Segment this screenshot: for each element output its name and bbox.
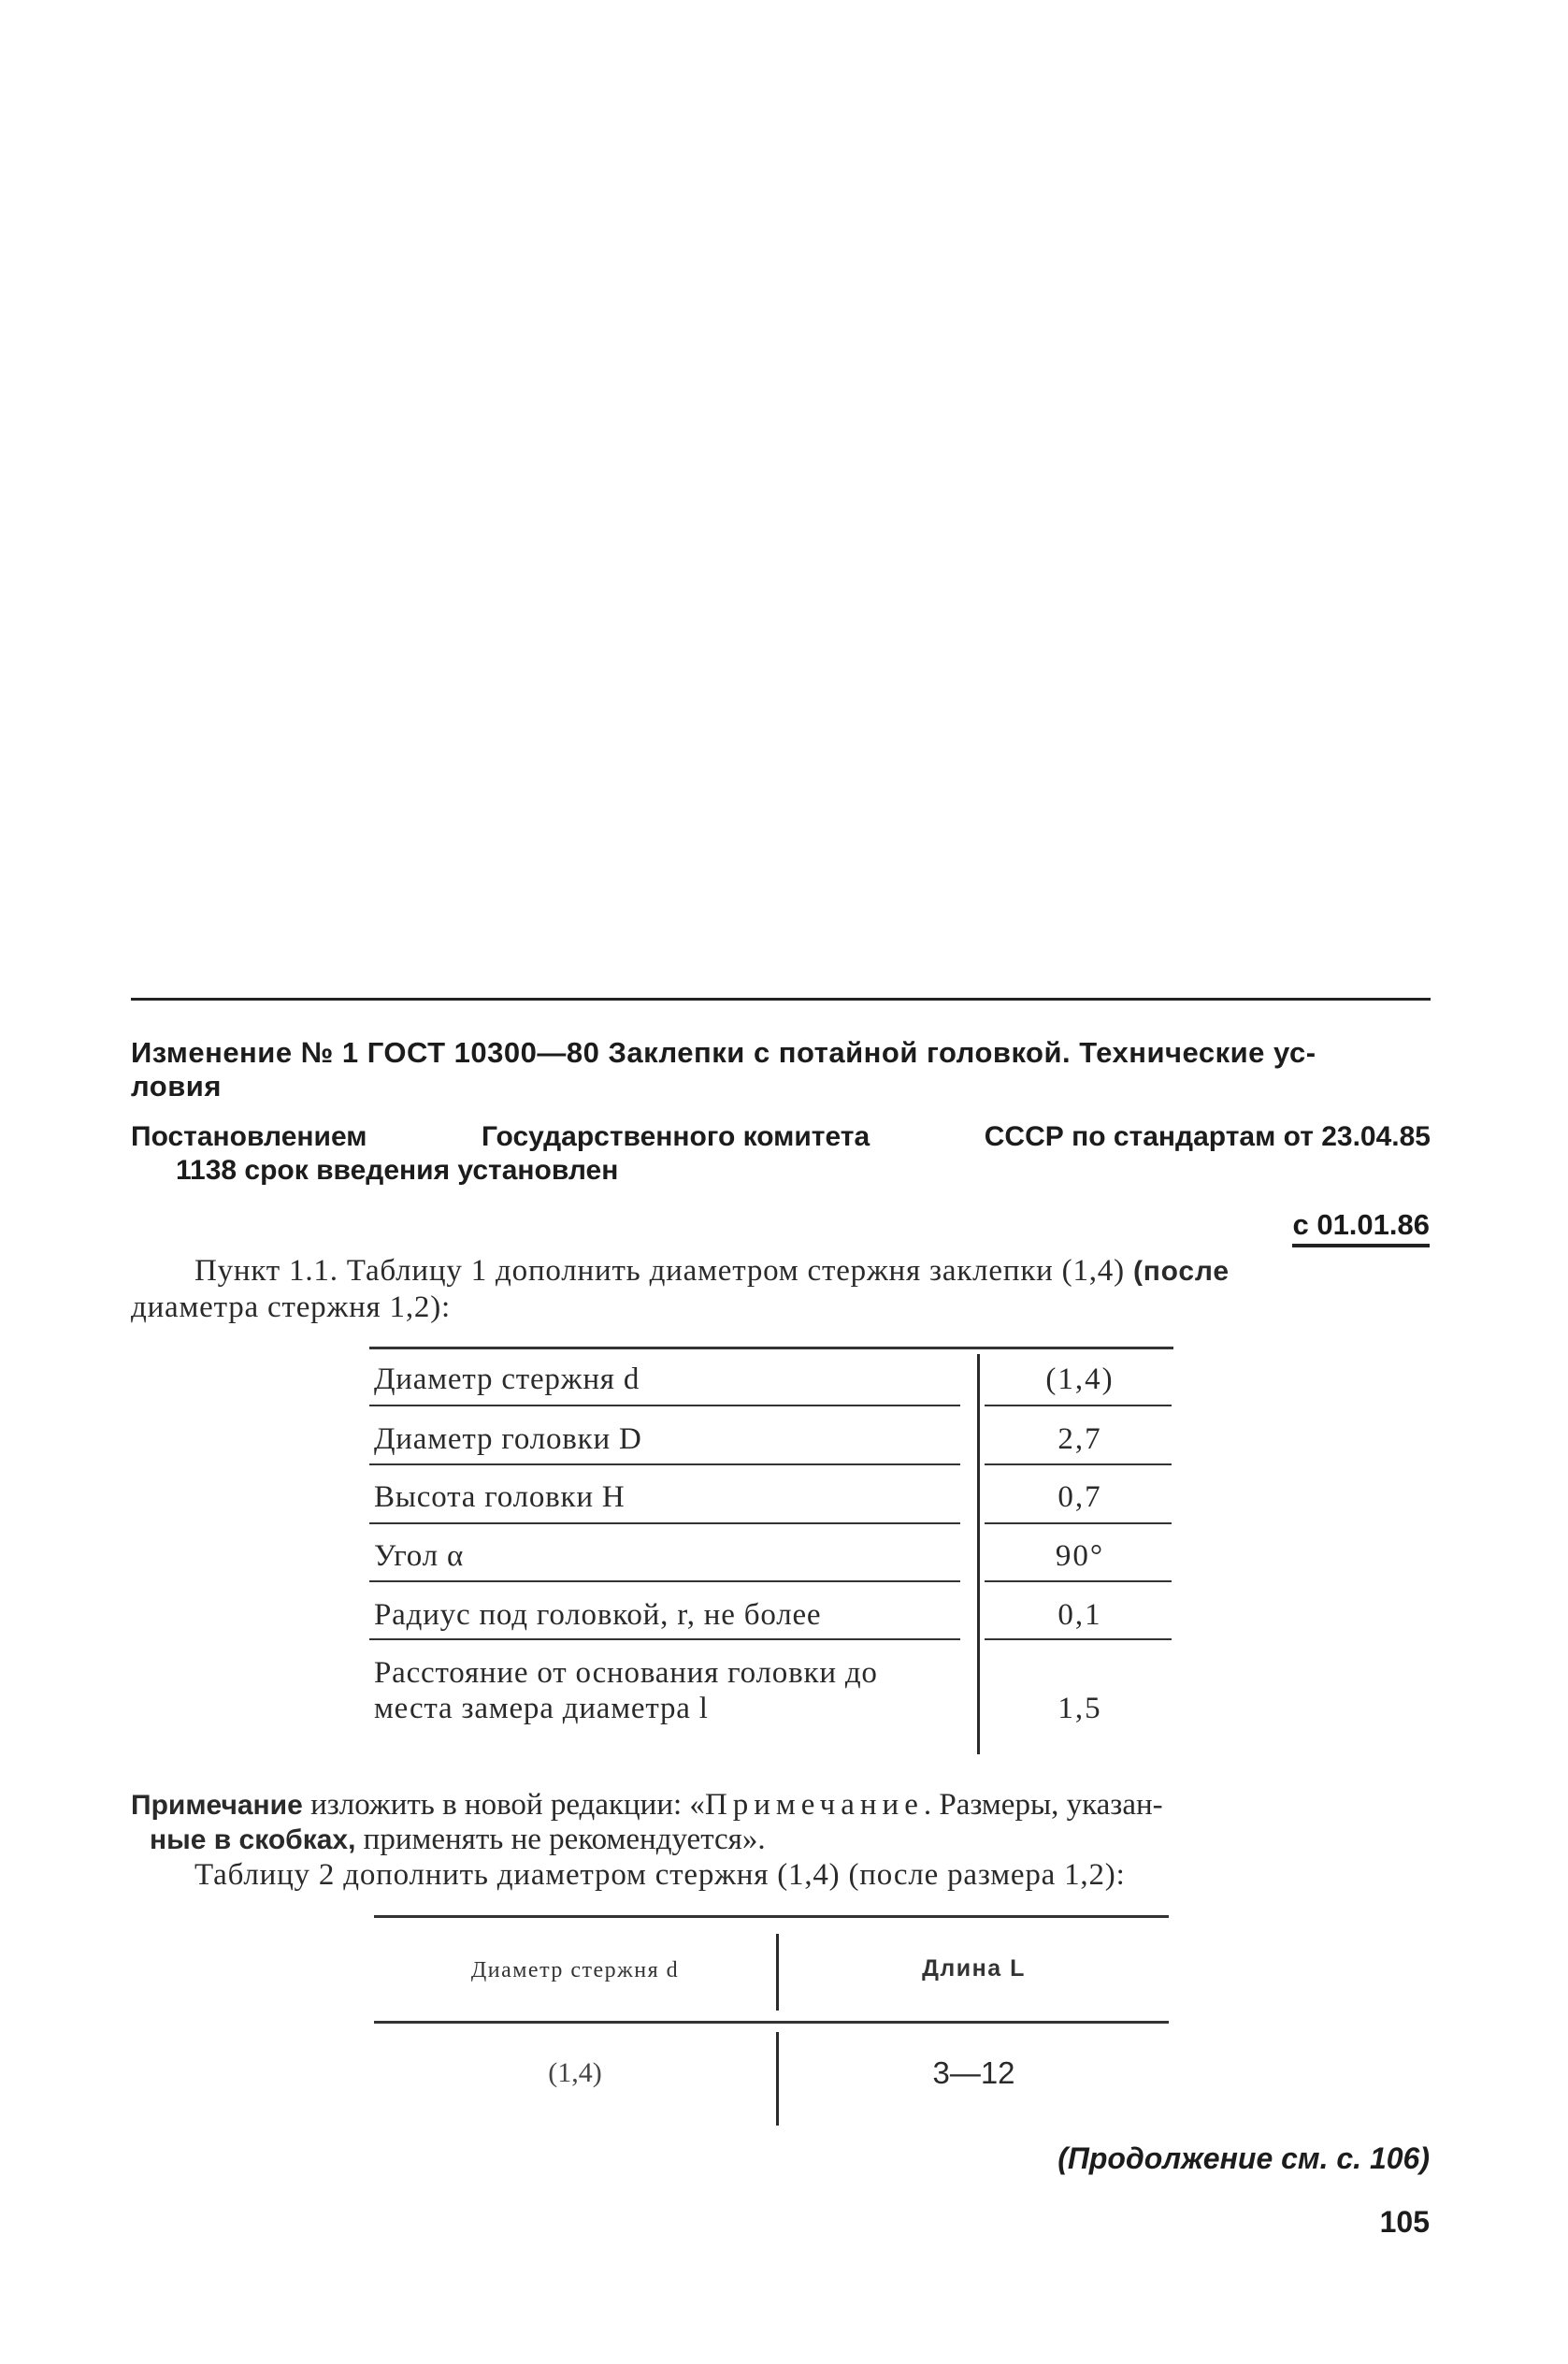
table-1-row-rule [985,1580,1172,1582]
note-line-2-bold: ные в скобках, [150,1824,356,1855]
decree-line-2: 1138 срок введения установлен [176,1155,619,1186]
note-label: Примечание [131,1790,303,1821]
paragraph-1-text: Пункт 1.1. Таблицу 1 дополнить диаметром стержня заклепки (1,4) [194,1254,1125,1288]
table-1-value: 0,1 [1057,1598,1102,1632]
table-1-value: 2,7 [1057,1422,1102,1456]
table-2 [374,1915,1178,2130]
paragraph-1-line-2: диаметра стержня 1,2): [131,1290,451,1324]
note-text-2: . Размеры, указан- [923,1788,1163,1822]
table-1-row-rule [369,1580,960,1582]
note-paragraph [131,1788,1431,1857]
table-1 [369,1347,1173,1758]
decree-part-3: СССР по стандартам от 23.04.85 [984,1121,1431,1152]
table-2-cell-diameter: (1,4) [548,2057,602,2088]
table-1-row-rule [369,1463,960,1465]
paragraph-2: Таблицу 2 дополнить диаметром стержня (1,4) (после размера 1,2): [194,1858,1126,1892]
effective-date: с 01.01.86 [1292,1208,1430,1247]
table-1-label: Радиус под головкой, r, не более [374,1598,822,1632]
note-line-2-text: применять не рекомендуется». [363,1823,766,1856]
decree-part-1: Постановлением [131,1121,367,1152]
decree-statement [131,1120,1431,1188]
note-spaced-word: Примечание [704,1788,924,1822]
table-2-header-rule [374,2021,1169,2024]
heading-line-2: ловия [131,1070,222,1103]
table-1-row-rule [985,1405,1172,1406]
top-rule [131,998,1431,1001]
heading-line-1: Изменение № 1 ГОСТ 10300—80 Заклепки с потайной головкой. Технические ус- [131,1036,1316,1069]
table-1-row-rule [985,1638,1172,1640]
table-1-value: 90° [1055,1539,1105,1573]
table-1-label: Расстояние от основания головки до [374,1656,878,1690]
continuation-note: (Продолжение см. с. 106) [1057,2141,1430,2175]
table-1-label: Диаметр стержня d [374,1362,640,1396]
table-1-value: (1,4) [1045,1362,1115,1396]
table-2-header-diameter: Диаметр стержня d [470,1958,680,1982]
table-1-value: 0,7 [1057,1480,1102,1514]
table-1-value: 1,5 [1057,1692,1102,1725]
paragraph-1-bold-tail: (после [1132,1256,1230,1287]
table-1-label-line-2: места замера диаметра l [374,1692,709,1725]
table-1-row-rule [985,1522,1172,1524]
table-1-row-rule [369,1522,960,1524]
table-1-row-rule [369,1638,960,1640]
table-1-row-rule [369,1405,960,1406]
table-1-label: Диаметр головки D [374,1422,642,1456]
table-2-top-rule [374,1915,1169,1918]
amendment-heading [131,1036,1431,1103]
note-text-1: изложить в новой редакции: « [310,1788,705,1822]
table-1-label: Угол α [374,1539,465,1573]
table-2-header-length: Длина L [922,1955,1026,1982]
decree-part-2: Государственного комитета [482,1121,870,1152]
table-1-column-divider [977,1354,980,1754]
paragraph-1 [131,1253,1431,1325]
table-2-cell-length: 3—12 [932,2055,1015,2090]
table-1-top-rule [369,1347,1173,1349]
table-1-row-rule [985,1463,1172,1465]
page-number: 105 [1379,2205,1430,2239]
table-1-label: Высота головки H [374,1480,626,1514]
